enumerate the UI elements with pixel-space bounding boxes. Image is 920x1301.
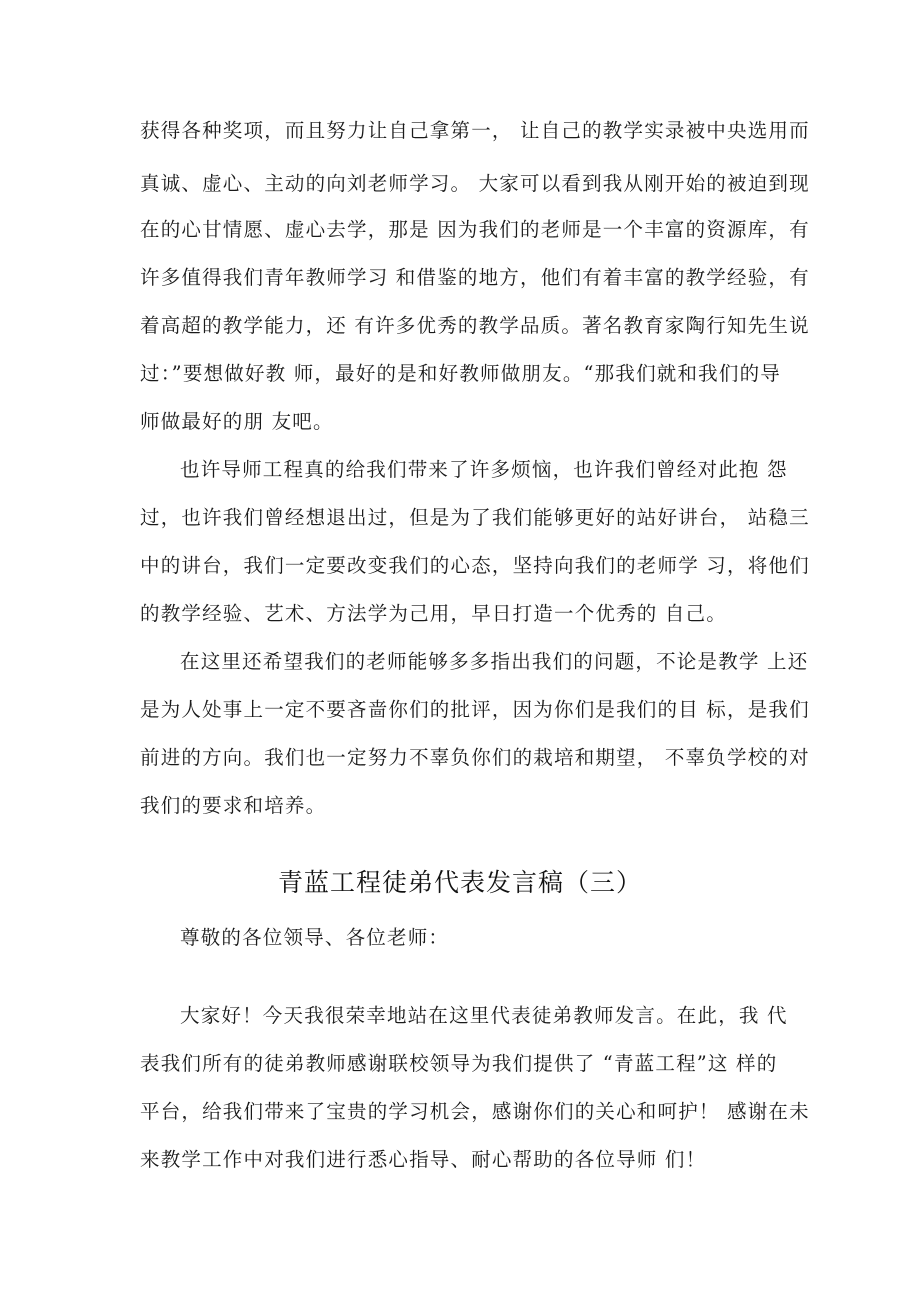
text-line: 师做最好的朋 友吧。	[140, 410, 334, 433]
text-line: 前进的方向。我们也一定努力不辜负你们的栽培和期望， 不辜负学校的对	[140, 746, 810, 769]
text-line: 是为人处事上一定不要吝啬你们的批评，因为你们是我们的目 标，是我们	[140, 698, 810, 721]
text-line: 的教学经验、艺术、方法学为己用，早日打造一个优秀的 自己。	[140, 602, 727, 625]
greeting: 尊敬的各位领导、各位老师：	[180, 926, 450, 949]
text-line: 我们的要求和培养。	[140, 794, 327, 817]
text-line: 过：”要想做好教 师，最好的是和好教师做朋友。“那我们就和我们的导	[140, 362, 781, 385]
text-line: 中的讲台，我们一定要改变我们的心态，坚持向我们的老师学 习，将他们	[140, 554, 810, 577]
text-line: 真诚、虚心、主动的向刘老师学习。 大家可以看到我从刚开始的被迫到现	[140, 172, 810, 195]
text-line: 获得各种奖项，而且努力让自己拿第一， 让自己的教学实录被中央选用而	[140, 119, 810, 142]
text-line: 表我们所有的徒弟教师感谢联校领导为我们提供了 “青蓝工程”这 样的	[140, 1052, 778, 1075]
text-line: 在这里还希望我们的老师能够多多指出我们的问题，不论是教学 上还	[180, 650, 809, 673]
text-line: 平台，给我们带来了宝贵的学习机会，感谢你们的关心和呵护！ 感谢在未	[140, 1100, 810, 1123]
text-line: 在的心甘情愿、虚心去学，那是 因为我们的老师是一个丰富的资源库，有	[140, 218, 810, 241]
text-line: 过，也许我们曾经想退出过，但是为了我们能够更好的站好讲台， 站稳三	[140, 506, 810, 529]
text-line: 来教学工作中对我们进行悉心指导、耐心帮助的各位导师 们！	[140, 1148, 707, 1171]
text-line: 大家好！今天我很荣幸地站在这里代表徒弟教师发言。在此，我 代	[180, 1004, 788, 1027]
section-title: 青蓝工程徒弟代表发言稿（三）	[277, 868, 642, 897]
text-line: 也许导师工程真的给我们带来了许多烦恼，也许我们曾经对此抱 怨	[180, 458, 788, 481]
text-line: 着高超的教学能力，还 有许多优秀的教学品质。著名教育家陶行知先生说	[140, 314, 810, 337]
text-line: 许多值得我们青年教师学习 和借鉴的地方，他们有着丰富的教学经验，有	[140, 266, 810, 289]
